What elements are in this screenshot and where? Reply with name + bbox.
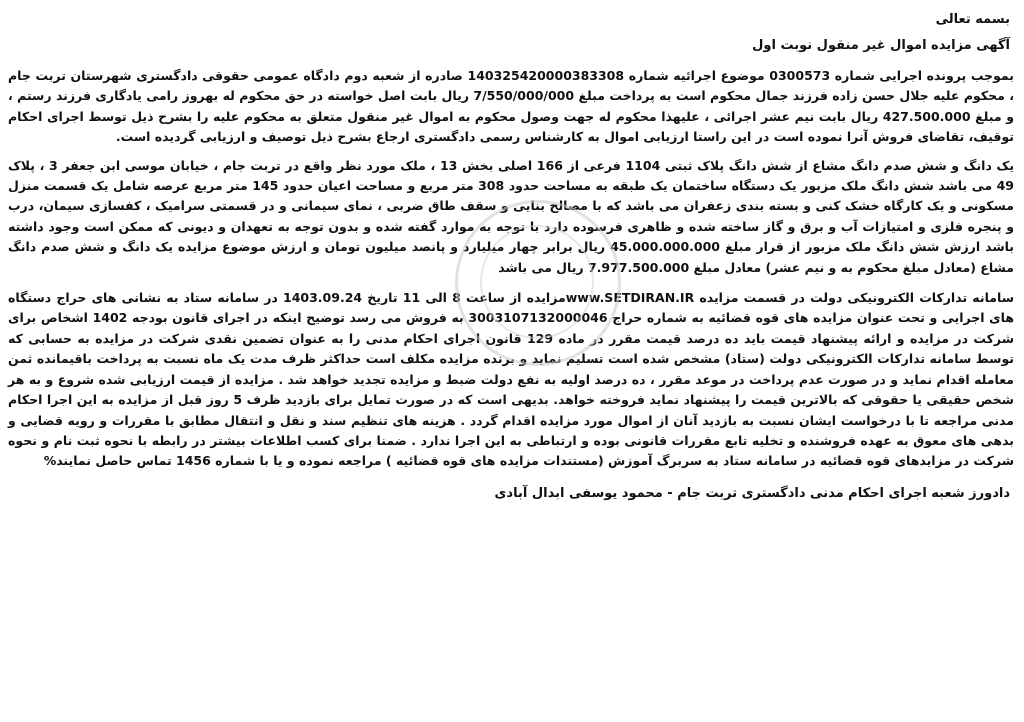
notice-title: آگهی مزایده اموال غیر منقول نوبت اول [752,38,1010,53]
signature-line: دادورز شعبه اجرای احکام مدنی دادگستری تربت جام - محمود یوسفی ابدال آبادی [494,485,1010,501]
bismillah-heading: بسمه تعالی [935,12,1010,27]
paragraph-auction-terms: سامانه تدارکات الکترونیکی دولت در قسمت مزایده www.SETDIRAN.IRمزایده از ساعت 8 الی 11 تاریخ 1403.09.24 در سامانه ستاد به نشانی های حراج دستگاه های اجرایی و تحت عنوان مزایده های قوه قضائیه به شماره حراج 3003107132000046 به فروش می رسد توضیح اینکه در اجرای قانون بودجه 1402 اشخاص برای شرکت در مزایده و ارائه پیشنهاد قیمت باید ده درصد قیمت مقرر در ماده 129 قانون اجرای احکام مدنی را به عنوان تضمین نقدی شرکت در مزایده به حسابی که توسط سامانه تدارکات الکترونیکی دولت (ستاد) مشخص شده است تسلیم نماید و برنده مزایده مکلف است حداکثر ظرف مدت یک ماه نسبت به پرداخت باقیمانده ثمن معامله اقدام نماید و در صورت عدم پرداخت در موعد مقرر ، ده درصد اولیه به نفع دولت ضبط و مزایده تجدید خواهد شد . مزایده از قیمت ارزیابی شده شروع و به هر شخص حقیقی یا حقوقی که بالاترین قیمت را پیشنهاد نماید فروخته خواهد. بدیهی است که در صورت تمایل برای بازدید ظرف 5 روز قبل از مزایده به این اجرا احکام مدنی مراجعه تا با درخواست ایشان نسبت به بازدید آنان از اموال مورد مزایده اقدام گردد . هزینه های تنظیم سند و نقل و انتقال مطابق با مقررات و رویه قضایی و بدهی های معوق به عهده فروشنده و تخلیه تابع مقررات قانونی بوده و ارتباطی به این اجرا ندارد . ضمنا برای کسب اطلاعات بیشتر در رابطه با نحوه ثبت نام و نحوه شرکت در مزایدهای قوه قضائیه در سامانه ستاد به سربرگ آموزش (مستندات مزایده های قوه قضائیه ) مراجعه نموده و یا با شماره 1456 تماس حاصل نمایند% [8,290,1015,469]
paragraph-case-details: بموجب پرونده اجرایی شماره 0300573 موضوع اجرائیه شماره 140325420000383308 صادره از شعبه دوم دادگاه عمومی حقوقی دادگستری شهرستان تربت جام ، محکوم علیه جلال حسن زاده فرزند جمال محکوم است به پرداخت مبلغ 7/550/000/000 ریال بابت اصل خواسته در حق محکوم له بهروز رامی یادگاری فرزند رستم ، و مبلغ 427.500.000 ریال بابت نیم عشر اجرائی ، علیهذا محکوم له جهت وصول محکوم به اموال غیر منقول متعلق به محکوم علیه را بشرح ذیل توسط اجرای احکام توقیف، تقاضای فروش آنرا نموده است در این راستا ارزیابی اموال به کارشناس رسمی دادگستری ارجاع بشرح ذیل توصیف و ارزیابی گردیده است. [8,68,1014,145]
auction-notice-document [8,4,1014,504]
paragraph-property-description: یک دانگ و شش صدم دانگ مشاع از شش دانگ پلاک ثبتی 1104 فرعی از 166 اصلی بخش 13 ، ملک مورد نظر واقع در تربت جام ، خیابان موسی ابن جعفر 3 ، پلاک 49 می باشد شش دانگ ملک مزبور یک دستگاه ساختمان یک طبقه به مساحت حدود 308 متر مربع و مساحت اعیان حدود 145 متر مربع عرصه شامل یک قسمت منزل مسکونی و یک کارگاه خشک کنی و بسته بندی زعفران می باشد که با مصالح بنایی و سقف طاق ضربی ، نمای سیمانی و در قسمتی سرامیک ، کفسازی سیمان، درب و پنجره فلزی و امتیازات آب و برق و گاز ساخته شده و ظاهری فرسوده دارد با توجه به موارد گفته شده و بدون توجه به تعهدان و دیونی که ممکن است وجود داشته باشد ارزش شش دانگ ملک مزبور از قرار مبلغ 45.000.000.000 ریال برابر چهار میلیارد و پانصد میلیون تومان و ارزش موضوع مزایده یک دانگ و شش صدم دانگ مشاع (معادل مبلغ محکوم به و نیم عشر) معادل مبلغ 7.977.500.000 ریال می باشد [8,157,1015,275]
